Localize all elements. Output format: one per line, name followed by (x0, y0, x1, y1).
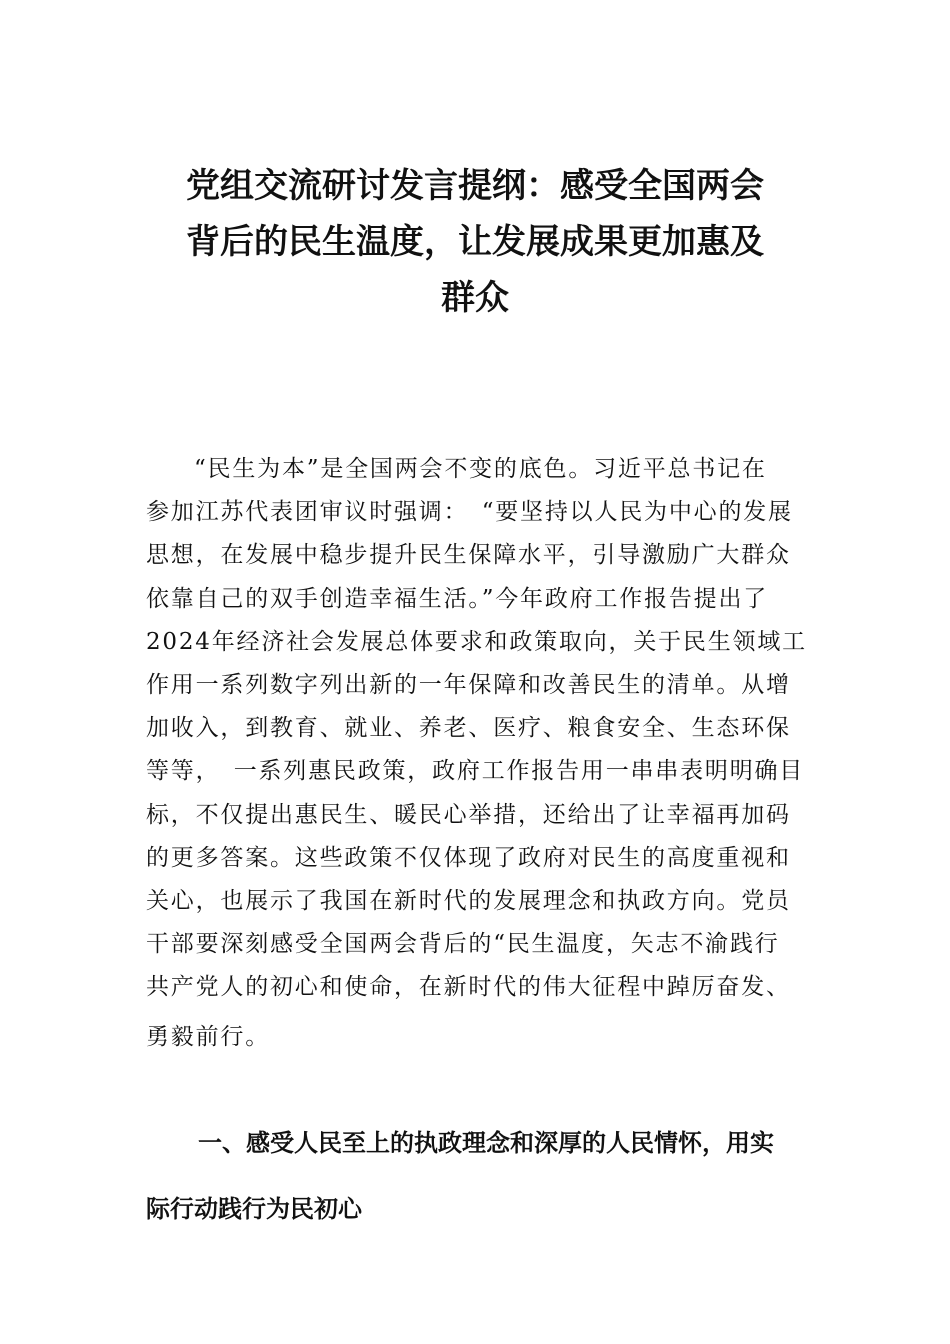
heading-line: 一、感受人民至上的执政理念和深厚的人民情怀，用实 (198, 1129, 774, 1157)
paragraph-line: 关心，也展示了我国在新时代的发展理念和执政方向。党员 (146, 888, 791, 915)
document-title (140, 158, 810, 326)
paragraph-line: 共产党人的初心和使命，在新时代的伟大征程中踔厉奋发、 (146, 974, 791, 1001)
title-line: 背后的民生温度，让发展成果更加惠及 (186, 222, 764, 262)
paragraph-line: 2024年经济社会发展总体要求和政策取向，关于民生领域工 (146, 628, 807, 655)
paragraph-line: “民生为本”是全国两会不变的底色。习近平总书记在 (194, 456, 767, 482)
heading-line: 际行动践行为民初心 (146, 1195, 362, 1223)
paragraph-line: 勇毅前行。 (146, 1023, 270, 1050)
paragraph-line: 思想，在发展中稳步提升民生保障水平，引导激励广大群众 (146, 542, 791, 569)
paragraph-line: 依靠自己的双手创造幸福生活。”今年政府工作报告提出了 (146, 585, 769, 612)
title-line: 群众 (441, 278, 509, 318)
paragraph-line: 等等， 一系列惠民政策，政府工作报告用一串串表明明确目 (146, 758, 805, 785)
body-paragraph (146, 448, 816, 1059)
paragraph-line: 参加江苏代表团审议时强调： “要坚持以人民为中心的发展 (146, 499, 793, 526)
paragraph-line: 作用一系列数字列出新的一年保障和改善民生的清单。从增 (146, 672, 791, 699)
section-heading (146, 1110, 826, 1242)
paragraph-line: 加收入，到教育、就业、养老、医疗、粮食安全、生态环保 (146, 715, 791, 742)
title-line: 党组交流研讨发言提纲：感受全国两会 (186, 166, 764, 206)
paragraph-line: 标，不仅提出惠民生、暖民心举措，还给出了让幸福再加码 (146, 801, 791, 828)
paragraph-line: 干部要深刻感受全国两会背后的“民生温度，矢志不渝践行 (146, 931, 780, 958)
paragraph-line: 的更多答案。这些政策不仅体现了政府对民生的高度重视和 (146, 844, 791, 871)
